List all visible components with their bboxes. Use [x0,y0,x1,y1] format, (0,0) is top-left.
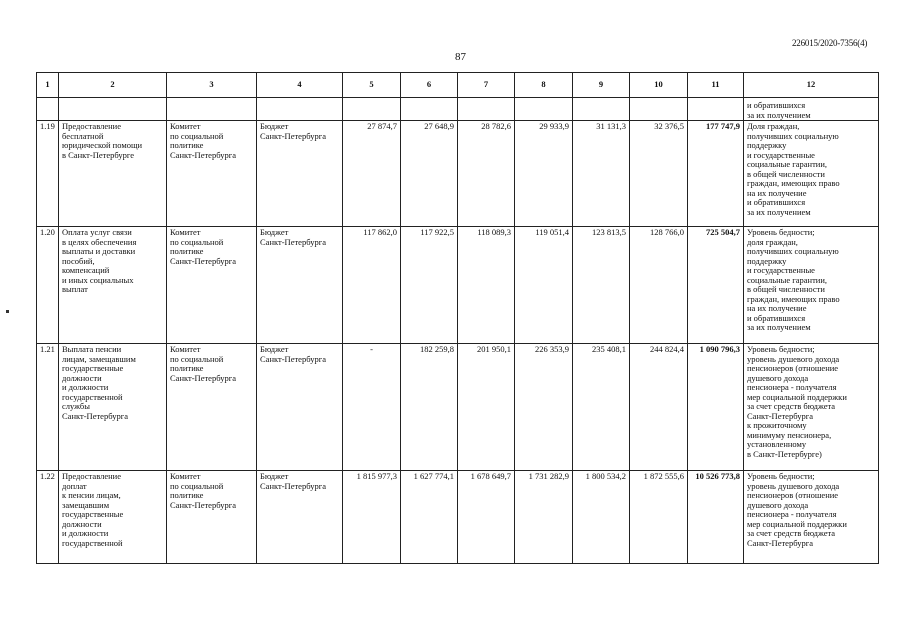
row-index: 1.20 [37,227,59,344]
value-cell: 119 051,4 [515,227,573,344]
value-cell: 27 874,7 [343,121,401,227]
header-cell: 3 [167,73,257,98]
scan-mark [6,310,9,313]
total-cell: 725 504,7 [688,227,744,344]
header-cell: 4 [257,73,343,98]
table-row [37,471,879,564]
header-cell: 12 [744,73,879,98]
page-number: 87 [455,51,466,63]
value-cell: 1 872 555,6 [630,471,688,564]
table-row [37,121,879,227]
value-cell: 235 408,1 [573,344,630,471]
value-cell: 1 678 649,7 [458,471,515,564]
total-cell: 10 526 773,8 [688,471,744,564]
value-cell: 226 353,9 [515,344,573,471]
row-source: Бюджет Санкт-Петербурга [257,344,343,471]
total-cell: 177 747,9 [688,121,744,227]
document-code: 226015/2020-7356(4) [792,38,868,48]
value-cell: 117 862,0 [343,227,401,344]
row-indicator: Уровень бедности; уровень душевого дохода пенсионеров (отношение душевого дохода пенсионера - получателя мер социальной поддержки за счет средств бюджета Санкт-Петербурга к прожиточному минимуму пенсионера, установленному в Санкт-Петербурге) [744,344,879,471]
value-cell: 201 950,1 [458,344,515,471]
header-cell: 6 [401,73,458,98]
value-cell: 1 731 282,9 [515,471,573,564]
row-source: Бюджет Санкт-Петербурга [257,471,343,564]
header-cell: 10 [630,73,688,98]
budget-table [36,72,879,564]
header-cell: 8 [515,73,573,98]
row-indicator: Уровень бедности; доля граждан, получивших социальную поддержку и государственные социальные гарантии, в общей численности граждан, имеющих право на их получение и обратившихся за их получением [744,227,879,344]
row-executor: Комитет по социальной политике Санкт-Петербурга [167,344,257,471]
row-name: Предоставление доплат к пенсии лицам, замещавшим государственные должности и должности государственной [59,471,167,564]
header-cell: 1 [37,73,59,98]
value-cell: 1 815 977,3 [343,471,401,564]
table-header-row [37,73,879,98]
row-source: Бюджет Санкт-Петербурга [257,227,343,344]
row-indicator: Уровень бедности; уровень душевого дохода пенсионеров (отношение душевого дохода пенсионера - получателя мер социальной поддержки за счет средств бюджета Санкт-Петербурга [744,471,879,564]
value-cell: 244 824,4 [630,344,688,471]
row-index: 1.22 [37,471,59,564]
value-cell: 31 131,3 [573,121,630,227]
table-row [37,227,879,344]
value-cell: 32 376,5 [630,121,688,227]
value-cell: 118 089,3 [458,227,515,344]
row-indicator: Доля граждан, получивших социальную поддержку и государственные социальные гарантии, в общей численности граждан, имеющих право на их получение и обратившихся за их получением [744,121,879,227]
header-cell: 7 [458,73,515,98]
header-cell: 2 [59,73,167,98]
row-executor: Комитет по социальной политике Санкт-Петербурга [167,227,257,344]
value-cell: 27 648,9 [401,121,458,227]
value-cell: 128 766,0 [630,227,688,344]
header-cell: 9 [573,73,630,98]
value-cell: 117 922,5 [401,227,458,344]
continuation-text: и обратившихся за их получением [744,98,879,121]
row-executor: Комитет по социальной политике Санкт-Петербурга [167,471,257,564]
value-cell: 1 800 534,2 [573,471,630,564]
value-cell: 182 259,8 [401,344,458,471]
row-name: Предоставление бесплатной юридической помощи в Санкт-Петербурге [59,121,167,227]
value-cell: 1 627 774,1 [401,471,458,564]
row-source: Бюджет Санкт-Петербурга [257,121,343,227]
row-executor: Комитет по социальной политике Санкт-Петербурга [167,121,257,227]
continuation-row [37,98,879,121]
value-cell: 29 933,9 [515,121,573,227]
row-index: 1.21 [37,344,59,471]
row-name: Оплата услуг связи в целях обеспечения выплаты и доставки пособий, компенсаций и иных социальных выплат [59,227,167,344]
total-cell: 1 090 796,3 [688,344,744,471]
value-cell: - [343,344,401,471]
row-name: Выплата пенсии лицам, замещавшим государственные должности и должности государственной службы Санкт-Петербурга [59,344,167,471]
header-cell: 5 [343,73,401,98]
table-row [37,344,879,471]
row-index: 1.19 [37,121,59,227]
value-cell: 28 782,6 [458,121,515,227]
value-cell: 123 813,5 [573,227,630,344]
header-cell: 11 [688,73,744,98]
